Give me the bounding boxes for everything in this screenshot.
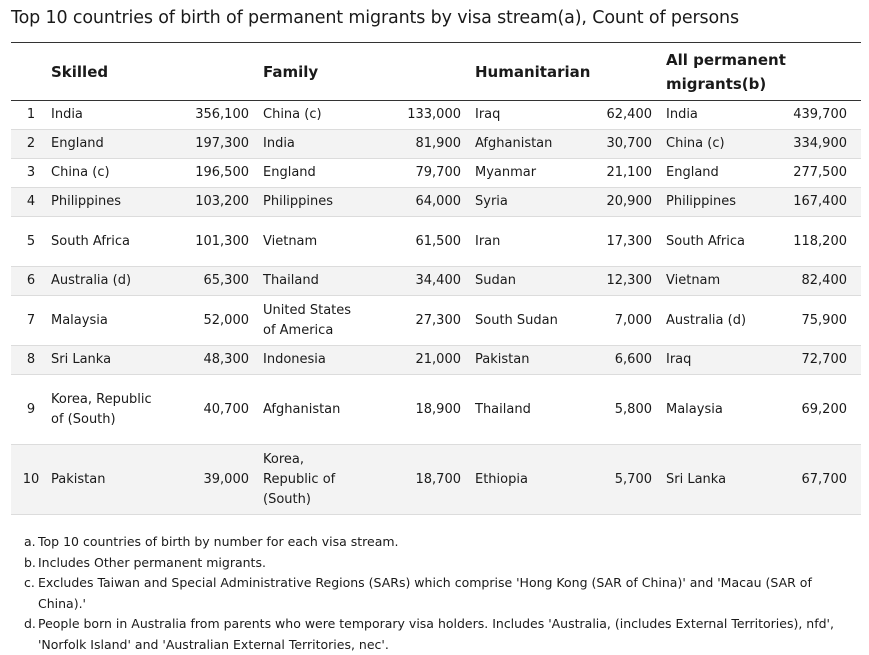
all-count-cell: 334,900 — [793, 136, 847, 151]
table-row — [11, 346, 861, 375]
table-row — [11, 375, 861, 445]
rank-cell: 10 — [22, 471, 40, 487]
all-count-cell: 75,900 — [801, 312, 847, 328]
humanitarian-country-cell: Iran — [475, 233, 501, 249]
humanitarian-country-cell: Ethiopia — [475, 471, 528, 487]
all-count-cell: 277,500 — [793, 165, 847, 180]
rank-cell: 5 — [26, 233, 36, 249]
rank-cell: 1 — [26, 107, 36, 122]
skilled-country-cell: China (c) — [51, 165, 110, 180]
family-count-cell: 27,300 — [415, 312, 461, 328]
all-country-cell: China (c) — [666, 136, 725, 151]
humanitarian-country-cell: Syria — [475, 194, 508, 209]
family-count-cell: 34,400 — [415, 273, 461, 288]
family-count-cell: 81,900 — [415, 136, 461, 151]
humanitarian-count-cell: 30,700 — [606, 136, 652, 151]
family-country-cell: India — [263, 136, 295, 151]
family-country-cell: England — [263, 165, 316, 180]
skilled-count-cell: 356,100 — [195, 107, 249, 122]
footnote-text: Top 10 countries of birth by number for each visa stream. — [38, 534, 399, 549]
skilled-count-cell: 101,300 — [195, 233, 249, 249]
all-country-cell: Malaysia — [666, 401, 723, 417]
humanitarian-country-cell: Thailand — [475, 401, 531, 417]
humanitarian-count-cell: 5,800 — [614, 401, 652, 417]
skilled-country-cell: Korea, Republic of (South) — [51, 391, 152, 427]
skilled-country-cell: South Africa — [51, 233, 130, 249]
humanitarian-country-cell: Pakistan — [475, 352, 530, 367]
footnote-label: c. — [24, 575, 35, 590]
footnote-label: d. — [24, 616, 36, 631]
humanitarian-count-cell: 62,400 — [606, 107, 652, 122]
footnote-label: b. — [24, 554, 36, 570]
humanitarian-country-cell: South Sudan — [475, 312, 558, 328]
all-count-cell: 118,200 — [793, 233, 847, 249]
footnote — [24, 532, 838, 553]
table-row — [11, 217, 861, 267]
footnote — [24, 553, 838, 574]
humanitarian-count-cell: 7,000 — [614, 312, 652, 328]
table-row — [11, 159, 861, 188]
family-country-cell: Philippines — [263, 194, 334, 209]
rank-cell: 2 — [26, 136, 36, 151]
family-count-cell: 21,000 — [415, 352, 461, 367]
humanitarian-count-cell: 20,900 — [606, 194, 652, 209]
humanitarian-count-cell: 5,700 — [614, 471, 652, 487]
header-all-permanent-label: All permanent migrants(b) — [666, 50, 786, 93]
footnote-label: a. — [24, 534, 36, 549]
table-row — [11, 101, 861, 130]
family-country-cell: Vietnam — [263, 233, 318, 249]
skilled-count-cell: 48,300 — [203, 352, 249, 367]
footnote-text: Excludes Taiwan and Special Administrative Regions (SARs) which comprise 'Hong Kong (SAR of China)' and 'Macau (SAR of China).' — [38, 575, 812, 611]
rank-cell: 6 — [26, 273, 36, 288]
humanitarian-country-cell: Sudan — [475, 273, 516, 288]
rank-cell: 3 — [26, 165, 36, 180]
humanitarian-country-cell: Afghanistan — [475, 136, 553, 151]
header-rank — [11, 43, 51, 101]
skilled-count-cell: 40,700 — [203, 401, 249, 417]
family-count-cell: 64,000 — [415, 194, 461, 209]
skilled-country-cell: Australia (d) — [51, 273, 132, 288]
humanitarian-count-cell: 17,300 — [606, 233, 652, 249]
page-title: Top 10 countries of birth of permanent migrants by visa stream(a), Count of persons — [11, 8, 739, 28]
all-count-cell: 82,400 — [801, 273, 847, 288]
header-family: Family — [263, 62, 319, 81]
skilled-country-cell: Pakistan — [51, 471, 106, 487]
family-count-cell: 18,700 — [415, 471, 461, 487]
family-count-cell: 133,000 — [407, 107, 461, 122]
table-row — [11, 267, 861, 296]
skilled-country-cell: Sri Lanka — [51, 352, 112, 367]
family-country-cell: Afghanistan — [263, 401, 341, 417]
skilled-count-cell: 197,300 — [195, 136, 249, 151]
table-row — [11, 296, 861, 346]
skilled-country-cell: India — [51, 107, 83, 122]
header-skilled: Skilled — [51, 62, 109, 81]
rank-cell: 4 — [26, 194, 36, 209]
all-country-cell: Australia (d) — [666, 312, 747, 328]
table-header-row — [11, 43, 861, 101]
family-country-cell: China (c) — [263, 107, 322, 122]
all-country-cell: England — [666, 165, 719, 180]
humanitarian-count-cell: 21,100 — [606, 165, 652, 180]
footnote-text: People born in Australia from parents who were temporary visa holders. Includes 'Australia, (includes External Territories), nfd', 'Norfolk Island' and 'Australian External Territories, nec'. — [38, 616, 834, 652]
humanitarian-country-cell: Myanmar — [475, 165, 537, 180]
all-country-cell: India — [666, 107, 698, 122]
humanitarian-country-cell: Iraq — [475, 107, 501, 122]
all-country-cell: Vietnam — [666, 273, 721, 288]
skilled-country-cell: Malaysia — [51, 312, 108, 328]
all-country-cell: Philippines — [666, 194, 737, 209]
skilled-count-cell: 39,000 — [203, 471, 249, 487]
all-country-cell: Iraq — [666, 352, 692, 367]
migrants-table — [11, 42, 861, 515]
rank-cell: 8 — [26, 352, 36, 367]
family-country-cell: United States of America — [263, 302, 352, 338]
skilled-country-cell: England — [51, 136, 104, 151]
all-count-cell: 67,700 — [801, 471, 847, 487]
family-count-cell: 61,500 — [415, 233, 461, 249]
footnotes — [24, 532, 838, 655]
skilled-country-cell: Philippines — [51, 194, 122, 209]
family-country-cell: Indonesia — [263, 352, 326, 367]
family-count-cell: 18,900 — [415, 401, 461, 417]
family-country-cell: Korea, Republic of (South) — [263, 451, 336, 507]
skilled-count-cell: 196,500 — [195, 165, 249, 180]
footnote — [24, 614, 838, 655]
humanitarian-count-cell: 6,600 — [614, 352, 652, 367]
all-count-cell: 72,700 — [801, 352, 847, 367]
table-row — [11, 188, 861, 217]
all-count-cell: 167,400 — [793, 194, 847, 209]
all-count-cell: 69,200 — [801, 401, 847, 417]
all-country-cell: Sri Lanka — [666, 471, 727, 487]
footnote — [24, 573, 838, 614]
skilled-count-cell: 103,200 — [195, 194, 249, 209]
humanitarian-count-cell: 12,300 — [606, 273, 652, 288]
all-count-cell: 439,700 — [793, 107, 847, 122]
header-all-permanent — [666, 43, 861, 101]
header-humanitarian: Humanitarian — [475, 62, 591, 81]
skilled-count-cell: 65,300 — [203, 273, 249, 288]
rank-cell: 9 — [26, 401, 36, 417]
family-country-cell: Thailand — [263, 273, 319, 288]
all-country-cell: South Africa — [666, 233, 745, 249]
skilled-count-cell: 52,000 — [203, 312, 249, 328]
family-count-cell: 79,700 — [415, 165, 461, 180]
footnote-text: Includes Other permanent migrants. — [38, 554, 266, 570]
table-row — [11, 130, 861, 159]
rank-cell: 7 — [26, 312, 36, 328]
table-row — [11, 445, 861, 515]
